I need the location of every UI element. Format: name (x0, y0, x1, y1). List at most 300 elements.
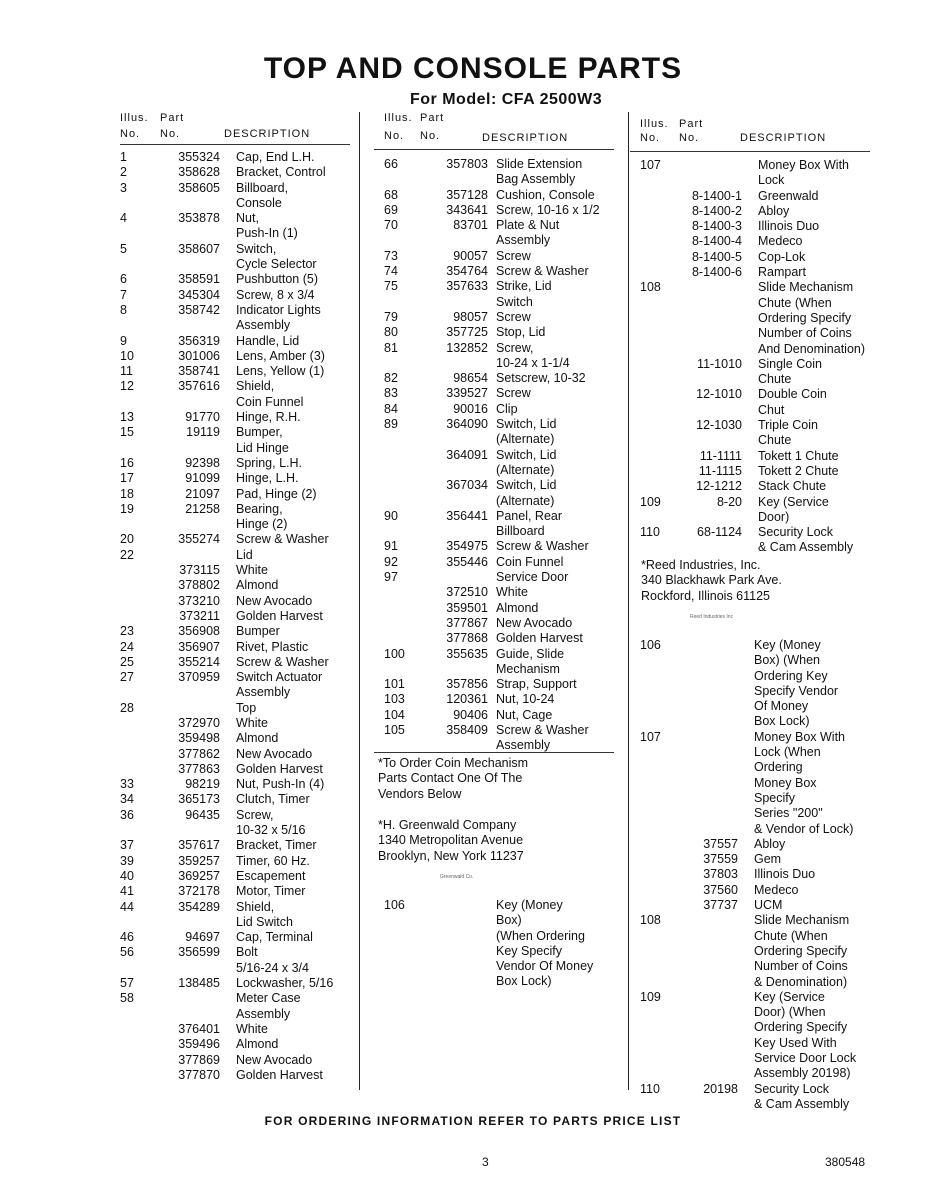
part-number: 37557 (703, 836, 738, 851)
illus-number: 69 (384, 202, 398, 217)
illus-number: 58 (120, 991, 134, 1006)
table-row (120, 425, 355, 440)
part-number: 90406 (453, 707, 488, 722)
part-description: Medeco (754, 882, 799, 897)
table-row (640, 669, 880, 684)
part-description: White (236, 1021, 268, 1036)
part-number: 359501 (446, 600, 488, 615)
part-number: 68-1124 (697, 525, 742, 540)
table-row (384, 708, 624, 723)
table-row (640, 867, 880, 882)
table-row (120, 823, 355, 838)
part-description: Switch, Lid (496, 417, 557, 432)
part-description: Cop-Lok (758, 249, 806, 264)
table-row (120, 685, 355, 700)
part-description: Screw & Washer (496, 722, 589, 737)
parts-column-3b (640, 638, 880, 1112)
part-description: Screw & Washer (496, 539, 589, 554)
table-row (120, 884, 355, 899)
table-row (120, 502, 355, 517)
illus-number: 84 (384, 401, 398, 416)
part-description: Box Lock) (496, 974, 552, 989)
part-number: 369257 (178, 868, 220, 883)
part-description: Specify Vendor (754, 683, 839, 698)
table-row (640, 837, 880, 852)
table-row (384, 218, 624, 233)
illus-number: 46 (120, 930, 134, 945)
part-description: Guide, Slide (496, 646, 565, 661)
part-description: Ordering (754, 760, 803, 775)
table-row (120, 471, 355, 486)
header-no: No. (120, 128, 141, 140)
part-description: Nut, 10-24 (496, 692, 555, 707)
table-row (384, 325, 624, 340)
part-number: 8-1400-2 (691, 203, 742, 218)
table-row (120, 532, 355, 547)
part-description: Assembly (496, 738, 551, 753)
illus-number: 41 (120, 884, 134, 899)
part-number: 354764 (446, 264, 488, 279)
illus-number: 7 (120, 287, 127, 302)
part-number: 373115 (179, 563, 220, 578)
illus-number: 70 (384, 218, 398, 233)
illus-number: 101 (384, 677, 405, 692)
table-row (640, 791, 880, 806)
part-number: 353878 (178, 211, 220, 226)
table-row (640, 403, 880, 418)
table-row (120, 364, 355, 379)
table-row (120, 869, 355, 884)
illus-number: 8 (120, 302, 127, 317)
ordering-footer: FOR ORDERING INFORMATION REFER TO PARTS PRICE LIST (264, 1114, 682, 1128)
part-description: Box Lock) (754, 714, 810, 729)
part-description: Almond (236, 578, 279, 593)
part-number: 12-1010 (696, 387, 742, 402)
table-row (120, 961, 355, 976)
part-number: 358605 (178, 180, 220, 195)
part-description: Assembly 20198) (754, 1066, 851, 1081)
part-description: (When Ordering (496, 928, 585, 943)
part-description: Top (236, 700, 257, 715)
illus-number: 80 (384, 325, 398, 340)
table-row (384, 539, 624, 554)
part-description: Billboard (496, 524, 545, 539)
part-description: Bumper, (236, 425, 283, 440)
table-row (120, 410, 355, 425)
part-description: Timer, 60 Hz. (236, 853, 310, 868)
illus-number: 40 (120, 868, 134, 883)
part-number: 358607 (178, 241, 220, 256)
illus-number: 75 (384, 279, 398, 294)
part-number: 20198 (703, 1081, 738, 1096)
part-number: 37559 (703, 852, 738, 867)
part-description: Lens, Amber (3) (236, 348, 325, 363)
part-description: Golden Harvest (236, 608, 323, 623)
illus-number: 83 (384, 386, 398, 401)
table-row (640, 234, 880, 249)
table-row (384, 157, 624, 172)
table-row (640, 357, 880, 372)
part-description: Gem (754, 852, 782, 867)
header-illus: Illus. (640, 118, 669, 130)
table-row (120, 288, 355, 303)
table-row (384, 524, 624, 539)
part-description: Screw, 8 x 3/4 (236, 287, 315, 302)
table-row (384, 662, 624, 677)
table-row (120, 701, 355, 716)
table-row (384, 555, 624, 570)
model-subtitle: For Model: CFA 2500W3 (410, 91, 603, 108)
part-description: Escapement (236, 868, 306, 883)
table-row (120, 731, 355, 746)
part-number: 339527 (446, 386, 488, 401)
part-number: 11-1111 (699, 448, 742, 463)
part-description: Key Used With (754, 1035, 837, 1050)
part-number: 377867 (446, 615, 488, 630)
table-row (640, 898, 880, 913)
part-description: Spring, L.H. (236, 455, 303, 470)
part-number: 372178 (178, 884, 220, 899)
table-row (640, 1097, 880, 1112)
header-part: Part (420, 112, 445, 124)
table-row (384, 341, 624, 356)
column-header (384, 112, 624, 144)
part-description: Switch Actuator (236, 670, 323, 685)
part-description: Series "200" (754, 806, 823, 821)
table-row (640, 684, 880, 699)
table-row (120, 318, 355, 333)
part-number: 132852 (446, 340, 488, 355)
table-row (120, 456, 355, 471)
table-row (120, 563, 355, 578)
table-row (120, 655, 355, 670)
table-row (120, 945, 355, 960)
part-description: Coin Funnel (496, 554, 564, 569)
illus-number: 17 (120, 471, 134, 486)
part-description: Cap, Terminal (236, 930, 313, 945)
part-number: 372970 (178, 715, 220, 730)
part-description: Cushion, Console (496, 187, 595, 202)
table-row (640, 189, 880, 204)
part-number: 376401 (178, 1021, 220, 1036)
part-description: Slide Mechanism (754, 913, 850, 928)
part-description: White (236, 715, 268, 730)
part-description: Slide Extension (496, 157, 583, 171)
table-row (120, 181, 355, 196)
illus-number: 25 (120, 654, 134, 669)
part-description: Golden Harvest (496, 631, 583, 646)
part-description: Pushbutton (5) (236, 272, 318, 287)
illus-number: 28 (120, 700, 134, 715)
part-number: 91099 (185, 471, 220, 486)
part-number: 373210 (178, 593, 220, 608)
part-description: Assembly (496, 233, 551, 248)
part-description: Switch, Lid (496, 478, 557, 493)
table-row (640, 173, 880, 188)
table-row (640, 158, 880, 173)
part-description: Shield, (236, 379, 275, 394)
table-row (120, 487, 355, 502)
table-row (120, 838, 355, 853)
reed-stamp: Reed Industries Inc (690, 614, 734, 620)
illus-number: 22 (120, 547, 134, 562)
illus-number: 6 (120, 272, 127, 287)
header-illus: Illus. (384, 112, 413, 124)
illus-number: 12 (120, 379, 134, 394)
illus-number: 79 (384, 309, 398, 324)
part-number: 12-1030 (696, 418, 742, 433)
table-row (384, 249, 624, 264)
parts-list (120, 150, 355, 1083)
table-row (384, 279, 624, 294)
table-row (384, 494, 624, 509)
table-row (640, 653, 880, 668)
table-row (120, 517, 355, 532)
part-number: 90057 (453, 248, 488, 263)
part-description: (Alternate) (496, 462, 555, 477)
table-row (384, 929, 624, 944)
illus-number: 74 (384, 264, 398, 279)
table-row (384, 295, 624, 310)
part-description: White (496, 585, 528, 600)
table-row (384, 448, 624, 463)
table-row (640, 852, 880, 867)
part-number: 355324 (178, 150, 220, 164)
part-description: (Alternate) (496, 493, 555, 508)
part-number: 96435 (185, 807, 220, 822)
table-row (640, 311, 880, 326)
table-row (120, 1022, 355, 1037)
illus-number: 4 (120, 211, 127, 226)
part-description: Lockwasher, 5/16 (236, 976, 334, 991)
table-row (640, 990, 880, 1005)
part-description: Lid Hinge (236, 440, 289, 455)
header-description: DESCRIPTION (482, 132, 569, 144)
part-description: Money Box With (754, 729, 846, 744)
illus-number: 73 (384, 248, 398, 263)
table-row (640, 760, 880, 775)
part-number: 98057 (453, 309, 488, 324)
part-description: Tokett 1 Chute (758, 448, 839, 463)
part-number: 8-1400-5 (691, 249, 742, 264)
part-description: Specify (754, 790, 795, 805)
illus-number: 10 (120, 348, 134, 363)
table-row (640, 433, 880, 448)
illus-number: 82 (384, 371, 398, 386)
parts-column-2 (384, 112, 624, 754)
table-row (384, 233, 624, 248)
part-description: Panel, Rear (496, 508, 563, 523)
table-row (120, 349, 355, 364)
table-row (640, 913, 880, 928)
illus-number: 90 (384, 508, 398, 523)
parts-list (384, 157, 624, 754)
table-row (120, 854, 355, 869)
part-description: Key (Money (754, 638, 821, 652)
part-description: Clutch, Timer (236, 792, 310, 807)
part-description: Bracket, Timer (236, 838, 317, 853)
table-row (640, 464, 880, 479)
part-description: Key (Service (758, 494, 829, 509)
part-number: 355274 (178, 532, 220, 547)
table-row (384, 631, 624, 646)
table-row (120, 930, 355, 945)
part-description: Hinge (2) (236, 517, 288, 532)
part-number: 8-1400-3 (691, 219, 742, 234)
table-row (120, 379, 355, 394)
part-description: Motor, Timer (236, 884, 306, 899)
part-description: Almond (236, 1037, 279, 1052)
part-number: 358741 (178, 364, 220, 379)
table-row (384, 478, 624, 493)
greenwald-stamp: Greenwald Co. (440, 874, 474, 880)
part-description: Strap, Support (496, 677, 577, 692)
illus-number: 23 (120, 624, 134, 639)
part-description: Bolt (236, 945, 258, 960)
table-row (120, 762, 355, 777)
part-description: New Avocado (236, 746, 313, 761)
part-description: & Cam Assembly (754, 1096, 850, 1111)
header-part-no: No. (160, 128, 181, 140)
part-description: New Avocado (236, 1052, 313, 1067)
table-row (120, 624, 355, 639)
part-description: Screw (496, 248, 531, 263)
part-description: & Vendor of Lock) (754, 821, 854, 836)
part-number: 354975 (446, 539, 488, 554)
parts-column-3 (640, 112, 880, 556)
part-number: 8-1400-4 (691, 234, 742, 249)
table-row (640, 342, 880, 357)
part-description: White (236, 563, 268, 578)
illus-number: 97 (384, 570, 398, 585)
illus-number: 34 (120, 792, 134, 807)
table-row (640, 265, 880, 280)
illus-number: 91 (384, 539, 398, 554)
table-row (120, 257, 355, 272)
part-number: 37737 (703, 898, 738, 913)
part-number: 359498 (178, 731, 220, 746)
part-number: 370959 (178, 670, 220, 685)
illus-number: 57 (120, 976, 134, 991)
part-number: 359496 (178, 1037, 220, 1052)
part-description: Lid Switch (236, 914, 293, 929)
part-number: 98219 (185, 777, 220, 792)
part-number: 377869 (178, 1052, 220, 1067)
table-row (640, 776, 880, 791)
part-number: 372510 (446, 585, 488, 600)
table-row (384, 356, 624, 371)
part-description: Chute (758, 372, 792, 387)
table-row (384, 310, 624, 325)
table-row (120, 441, 355, 456)
table-row (640, 1066, 880, 1081)
illus-number: 24 (120, 639, 134, 654)
header-part: Part (160, 112, 185, 124)
section-rule (374, 752, 614, 753)
table-row (640, 1051, 880, 1066)
illus-number: 81 (384, 340, 398, 355)
part-description: Switch, Lid (496, 447, 557, 462)
part-description: Pad, Hinge (2) (236, 486, 317, 501)
illus-number: 1 (120, 150, 127, 164)
illus-number: 2 (120, 165, 127, 180)
table-row (120, 226, 355, 241)
column-divider (359, 112, 360, 1090)
illus-number: 110 (640, 1081, 660, 1096)
part-description: Switch (496, 294, 533, 309)
part-description: Setscrew, 10-32 (496, 371, 586, 386)
table-row (120, 609, 355, 624)
table-row (640, 944, 880, 959)
part-number: 12-1212 (696, 479, 742, 494)
table-row (640, 822, 880, 837)
table-row (640, 418, 880, 433)
illus-number: 108 (640, 913, 661, 928)
part-description: (Alternate) (496, 432, 555, 447)
table-row (640, 1082, 880, 1097)
table-row (640, 1005, 880, 1020)
part-description: Stop, Lid (496, 325, 546, 340)
table-row (384, 463, 624, 478)
table-row (120, 915, 355, 930)
part-description: Switch, (236, 241, 277, 256)
part-number: 357617 (178, 838, 220, 853)
table-row (120, 242, 355, 257)
part-number: 90016 (453, 401, 488, 416)
part-description: Hinge, R.H. (236, 410, 301, 425)
part-description: Handle, Lid (236, 333, 300, 348)
illus-number: 108 (640, 280, 661, 295)
part-number: 92398 (185, 455, 220, 470)
part-description: Service Door (496, 570, 569, 585)
table-row (120, 548, 355, 563)
part-description: Screw (496, 386, 531, 401)
part-description: Bag Assembly (496, 172, 576, 187)
header-part: Part (679, 118, 704, 130)
part-description: Chute (When (754, 928, 828, 943)
table-row (384, 172, 624, 187)
part-description: Money Box (754, 775, 817, 790)
column-header (640, 112, 880, 144)
part-description: Illinois Duo (754, 867, 816, 882)
part-number: 364091 (446, 447, 488, 462)
part-description: & Cam Assembly (758, 540, 854, 555)
part-description: Money Box With (758, 158, 850, 172)
table-row (120, 196, 355, 211)
part-number: 83701 (453, 218, 488, 233)
table-row (384, 959, 624, 974)
table-row (384, 402, 624, 417)
illus-number: 89 (384, 417, 398, 432)
part-number: 357725 (446, 325, 488, 340)
part-description: Billboard, (236, 180, 289, 195)
table-row (384, 264, 624, 279)
table-row (640, 730, 880, 745)
illus-number: 19 (120, 501, 134, 516)
table-row (120, 303, 355, 318)
table-row (384, 647, 624, 662)
illus-number: 109 (640, 989, 661, 1004)
part-number: 120361 (446, 692, 488, 707)
illus-number: 107 (640, 729, 661, 744)
illus-number: 100 (384, 646, 405, 661)
part-description: Assembly (236, 1006, 291, 1021)
table-row (640, 326, 880, 341)
header-no: No. (384, 130, 405, 142)
table-row (640, 250, 880, 265)
illus-number: 104 (384, 707, 405, 722)
part-description: Screw, 10-16 x 1/2 (496, 202, 600, 217)
